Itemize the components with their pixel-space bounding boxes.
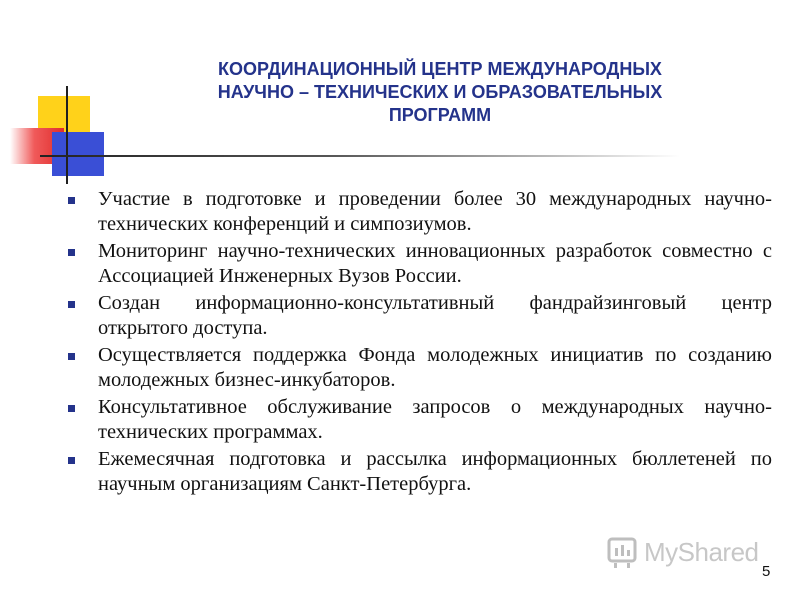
myshared-logo-icon (606, 535, 640, 569)
bullet-text: Мониторинг научно-технических инновационных разработок совместно с Ассоциацией Инженерных Вузов России. (98, 240, 772, 287)
bullet-text: Участие в подготовке и проведении более 30 международных научно-технических конференций и симпозиумов. (98, 188, 772, 235)
bullet-item (68, 239, 772, 288)
bullet-square-icon (68, 249, 75, 256)
bullet-text: Осуществляется поддержка Фонда молодежных инициатив по созданию молодежных бизнес-инкубаторов. (98, 344, 772, 391)
bullet-item (68, 447, 772, 496)
bullet-square-icon (68, 457, 75, 464)
bullet-item (68, 187, 772, 236)
slide-title (120, 58, 760, 127)
slide-title-line: НАУЧНО – ТЕХНИЧЕСКИХ И ОБРАЗОВАТЕЛЬНЫХ (217, 82, 663, 102)
bullet-square-icon (68, 301, 75, 308)
bullet-item (68, 343, 772, 392)
bullet-square-icon (68, 405, 75, 412)
bullet-item (68, 395, 772, 444)
watermark (606, 534, 759, 570)
decor-vertical-line (66, 86, 68, 184)
bullet-square-icon (68, 197, 75, 204)
watermark-text: MyShared (644, 536, 759, 567)
bullet-list (68, 187, 772, 499)
slide-title-line: ПРОГРАММ (388, 105, 492, 125)
page-number: 5 (762, 563, 771, 580)
decor-blue-square (52, 132, 104, 176)
bullet-square-icon (68, 353, 75, 360)
slide-title-line: КООРДИНАЦИОННЫЙ ЦЕНТР МЕЖДУНАРОДНЫХ (218, 59, 662, 79)
bullet-text: Ежемесячная подготовка и рассылка информационных бюллетеней по научным организациям Санкт-Петербурга. (98, 448, 772, 495)
bullet-text: Консультативное обслуживание запросов о международных научно-технических программах. (98, 396, 772, 443)
title-underline (40, 155, 680, 157)
bullet-text: Создан информационно-консультативный фандрайзинговый центр открытого доступа. (98, 292, 772, 339)
bullet-item (68, 291, 772, 340)
